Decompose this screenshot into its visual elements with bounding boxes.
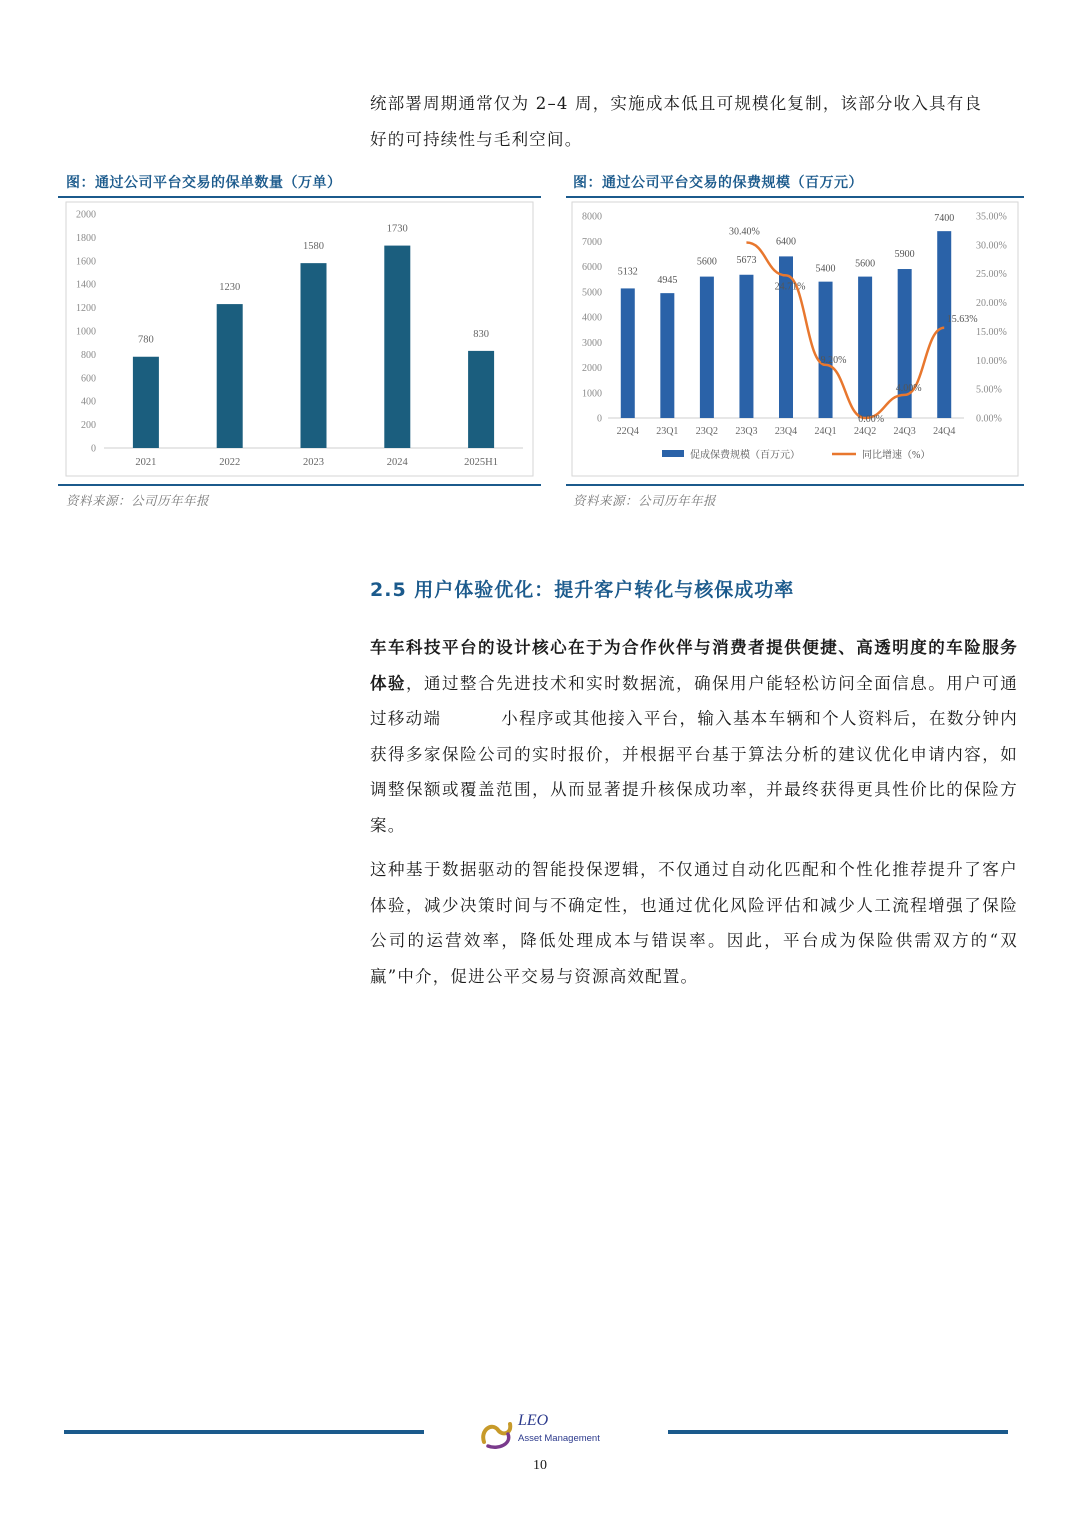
chart2-category-label: 24Q3: [893, 426, 916, 437]
figure-left-source: 资料来源：公司历年年报: [66, 493, 210, 508]
bar-chart-policy-count-svg: [58, 198, 541, 482]
chart2-bar-data-label: 5400: [815, 263, 836, 275]
chart2-legend-bar-swatch: [662, 450, 684, 457]
chart2-ytick-right-label: 30.00%: [976, 240, 1007, 252]
chart2-ytick-left-label: 7000: [582, 236, 602, 248]
chart1-data-label: 1230: [219, 282, 241, 294]
chart2-ytick-right-label: 15.00%: [976, 326, 1007, 338]
chart1-category-label: 2021: [135, 457, 157, 468]
chart1-bar: [301, 263, 327, 448]
chart1-category-label: 2023: [303, 457, 324, 468]
chart2-line-data-label: 15.63%: [946, 313, 978, 325]
figure-right-title: 图：通过公司平台交易的保费规模（百万元）: [573, 175, 863, 191]
chart1-category-label: 2022: [219, 457, 241, 468]
chart1-ytick-label: 1200: [76, 303, 96, 315]
chart2-ytick-left-label: 6000: [582, 262, 602, 273]
chart2-legend-line-label: 同比增速（%）: [862, 450, 931, 461]
chart2-ytick-right-label: 0.00%: [976, 413, 1002, 425]
chart2-bar-data-label: 5600: [855, 258, 876, 270]
chart1-data-label: 830: [473, 328, 489, 340]
chart2-category-label: 23Q4: [774, 426, 798, 437]
chart1-ytick-label: 1600: [76, 256, 96, 268]
chart1-category-label: 2025H1: [464, 457, 499, 468]
body-paragraph-1: [370, 630, 1018, 843]
chart1-ytick-label: 400: [81, 396, 96, 408]
chart1-category-label: 2024: [386, 457, 408, 468]
chart2-bar-data-label: 5132: [617, 266, 638, 278]
chart2-ytick-left-label: 3000: [582, 337, 602, 349]
chart1-ytick-label: 1800: [76, 232, 96, 244]
chart2-bar-data-label: 5600: [696, 256, 717, 268]
chart2-bar-data-label: 5900: [894, 249, 915, 261]
figure-left-title: 图：通过公司平台交易的保单数量（万单）: [66, 175, 342, 191]
chart2-bar-data-label: 7400: [934, 213, 955, 225]
intro-line-2: 好的可持续性与毛利空间。: [370, 129, 583, 149]
chart2-category-label: 24Q4: [933, 426, 956, 437]
chart2-category-label: 23Q3: [735, 426, 758, 437]
chart2-line-data-label: 9.20%: [820, 354, 847, 366]
chart2-bar-data-label: 6400: [776, 236, 796, 248]
body-paragraph-1-text: ，通过整合先进技术和实时数据流，确保用户能轻松访问全面信息。用户可通过移动端 小程序或其他接入平台，输入基本车辆和个人资料后，在数分钟内获得多家保险公司的实时报价，并根据平台基于算法分析的建议优化申请内容，如调整保额或覆盖范围，从而显著提升核保成功率，并最终获得更具性价比的保险方案。: [370, 673, 1018, 835]
chart1-data-label: 1730: [386, 223, 408, 235]
chart2-ytick-right-label: 10.00%: [976, 355, 1007, 367]
chart2-bar-data-label: 4945: [657, 275, 678, 287]
footer-rule-right: [668, 1430, 1008, 1434]
bar-chart-policy-count: [58, 198, 541, 482]
chart2-ytick-right-label: 5.00%: [976, 384, 1002, 396]
chart2-ytick-right-label: 25.00%: [976, 269, 1007, 281]
chart2-ytick-left-label: 4000: [582, 312, 602, 324]
chart1-ytick-label: 2000: [76, 209, 96, 221]
footer-rule-left: [64, 1430, 424, 1434]
figure-right-source: 资料来源：公司历年年报: [573, 493, 717, 508]
body-paragraph-2: 这种基于数据驱动的智能投保逻辑，不仅通过自动化匹配和个性化推荐提升了客户体验，减少决策时间与不确定性，也通过优化风险评估和减少人工流程增强了保险公司的运营效率，降低处理成本与错误率。因此，平台成为保险供需双方的“双赢”中介，促进公平交易与资源高效配置。: [370, 860, 1018, 986]
chart2-ytick-left-label: 2000: [582, 363, 602, 374]
chart2-legend-bar-label: 促成保费规模（百万元）: [690, 450, 800, 461]
company-logo: [478, 1412, 628, 1454]
chart2-ytick-left-label: 5000: [582, 287, 602, 299]
chart2-bar-data-label: 5673: [736, 254, 757, 266]
chart2-line-data-label: 4.00%: [895, 382, 922, 394]
chart1-ytick-label: 800: [81, 349, 96, 361]
body-paragraph-1-bold: 车车科技平台的设计核心在于为合作伙伴与消费者提供便捷、高透明度的车险服务体验: [370, 638, 1018, 693]
page-number: 10: [533, 1458, 547, 1473]
chart2-category-label: 23Q1: [656, 426, 679, 437]
logo-name: LEO: [518, 1412, 549, 1429]
intro-line-1: 统部署周期通常仅为 2–4 周，实施成本低且可规模化复制，该部分收入具有良: [370, 94, 983, 113]
combo-chart-premium-scale: [566, 198, 1024, 482]
chart2-line-data-label: 24.71%: [774, 281, 806, 293]
chart1-bar: [384, 246, 410, 448]
chart1-ytick-label: 1000: [76, 326, 96, 338]
chart2-ytick-left-label: 0: [597, 413, 602, 425]
chart2-line-data-label: 30.40%: [729, 226, 760, 238]
chart2-bar: [819, 282, 833, 418]
chart2-bar: [858, 277, 872, 418]
chart2-bar: [700, 277, 714, 418]
combo-chart-premium-scale-svg: [566, 198, 1024, 482]
chart2-ytick-right-label: 20.00%: [976, 298, 1007, 310]
chart2-category-label: 24Q1: [814, 426, 837, 437]
chart1-ytick-label: 0: [91, 443, 96, 455]
chart2-bar: [621, 288, 635, 418]
chart1-bar: [133, 357, 159, 448]
figure-right-bottom-rule: [566, 484, 1024, 486]
logo-mark-icon: [478, 1412, 518, 1452]
chart1-data-label: 1580: [303, 241, 324, 253]
chart2-category-label: 23Q2: [695, 426, 719, 437]
chart2-category-label: 22Q4: [616, 426, 639, 437]
section-title: 2.5 用户体验优化：提升客户转化与核保成功率: [370, 579, 795, 601]
chart2-category-label: 24Q2: [853, 426, 877, 437]
chart2-bar: [660, 293, 674, 418]
chart1-data-label: 780: [138, 334, 154, 346]
chart2-ytick-left-label: 1000: [582, 388, 602, 400]
figure-left-bottom-rule: [58, 484, 541, 486]
chart2-line-data-label: 0.00%: [858, 414, 885, 425]
intro-paragraph: [370, 86, 1018, 157]
chart2-ytick-left-label: 8000: [582, 211, 602, 223]
chart2-bar: [739, 275, 753, 418]
chart2-ytick-right-label: 35.00%: [976, 211, 1007, 223]
chart1-ytick-label: 600: [81, 373, 96, 385]
chart1-bar: [468, 351, 494, 448]
chart1-ytick-label: 200: [81, 420, 96, 432]
chart1-ytick-label: 1400: [76, 279, 96, 291]
logo-subtitle: Asset Management: [518, 1433, 600, 1444]
chart1-bar: [217, 304, 243, 448]
